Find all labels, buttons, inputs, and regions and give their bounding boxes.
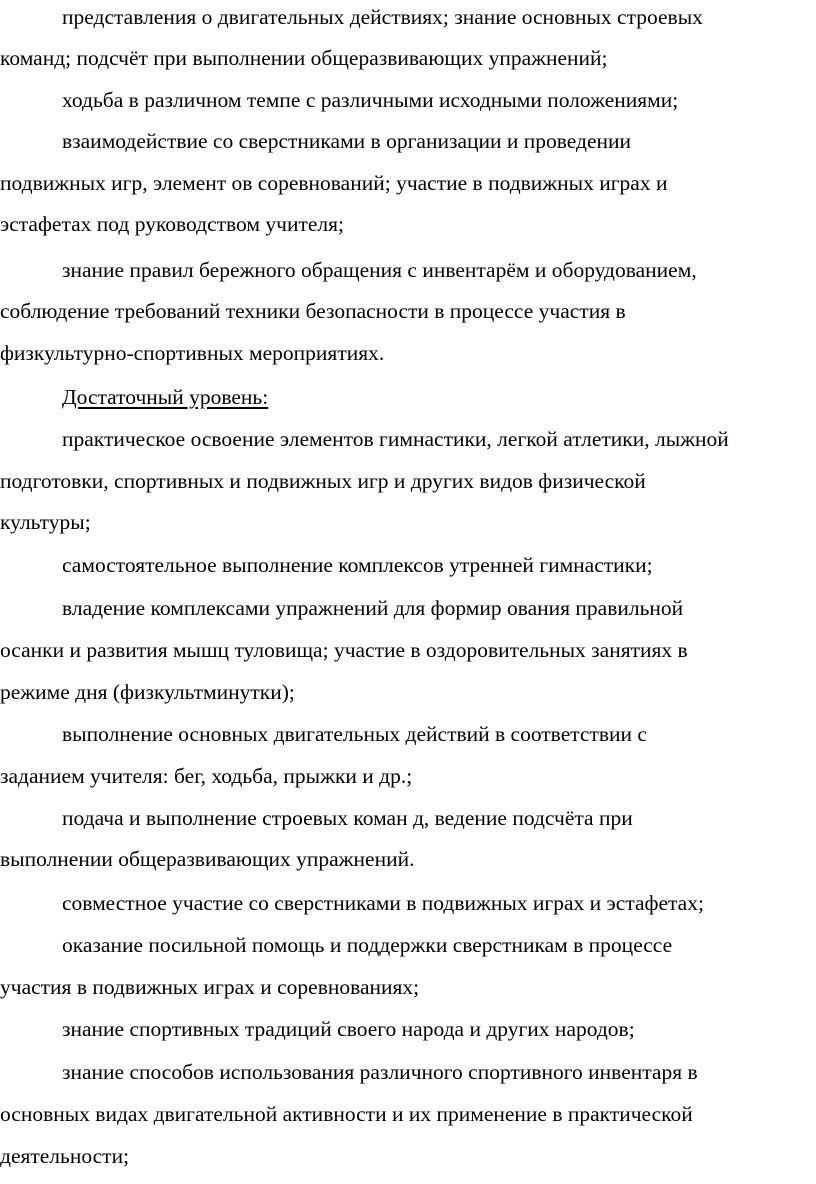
text-line: культуры; (0, 510, 91, 534)
text-line: совместное участие со сверстниками в подвижных играх и эстафетах; (62, 891, 704, 915)
text-line: команд; подсчёт при выполнении общеразвивающих упражнений; (0, 46, 608, 70)
text-line: оказание посильной помощь и поддержки сверстникам в процессе (62, 933, 673, 957)
text-line: подвижных игр, элемент ов соревнований; участие в подвижных играх и (0, 171, 668, 195)
text-line: основных видах двигательной активности и их применение в практической (0, 1102, 693, 1126)
text-line: физкультурно-спортивных мероприятиях. (0, 341, 385, 365)
text-line: выполнении общеразвивающих упражнений. (0, 847, 415, 871)
text-line: практическое освоение элементов гимнастики, легкой атлетики, лыжной (62, 427, 729, 451)
text-line: заданием учителя: бег, ходьба, прыжки и др.; (0, 764, 413, 788)
text-line: эстафетах под руководством учителя; (0, 212, 344, 236)
text-line: осанки и развития мышц туловища; участие в оздоровительных занятиях в (0, 638, 688, 662)
text-line: участия в подвижных играх и соревнованиях; (0, 975, 420, 999)
text-line: деятельности; (0, 1144, 130, 1168)
text-line: знание правил бережного обращения с инвентарём и оборудованием, (62, 258, 697, 282)
section-heading: Достаточный уровень: (62, 385, 269, 409)
text-line: подача и выполнение строевых коман д, ведение подсчёта при (62, 806, 633, 830)
text-line: знание спортивных традиций своего народа и других народов; (62, 1017, 635, 1041)
text-line: взаимодействие со сверстниками в организации и проведении (62, 129, 632, 153)
text-line: режиме дня (физкультминутки); (0, 680, 295, 704)
text-line: ходьба в различном темпе с различными исходными положениями; (62, 88, 679, 112)
text-line: подготовки, спортивных и подвижных игр и других видов физической (0, 469, 646, 493)
text-line: выполнение основных двигательных действий в соответствии с (62, 722, 647, 746)
text-line: знание способов использования различного спортивного инвентаря в (62, 1060, 698, 1084)
text-line: самостоятельное выполнение комплексов утренней гимнастики; (62, 553, 653, 577)
text-line: представления о двигательных действиях; знание основных строевых (62, 5, 703, 29)
text-line: владение комплексами упражнений для формир ования правильной (62, 596, 684, 620)
text-line: соблюдение требований техники безопасности в процессе участия в (0, 299, 626, 323)
